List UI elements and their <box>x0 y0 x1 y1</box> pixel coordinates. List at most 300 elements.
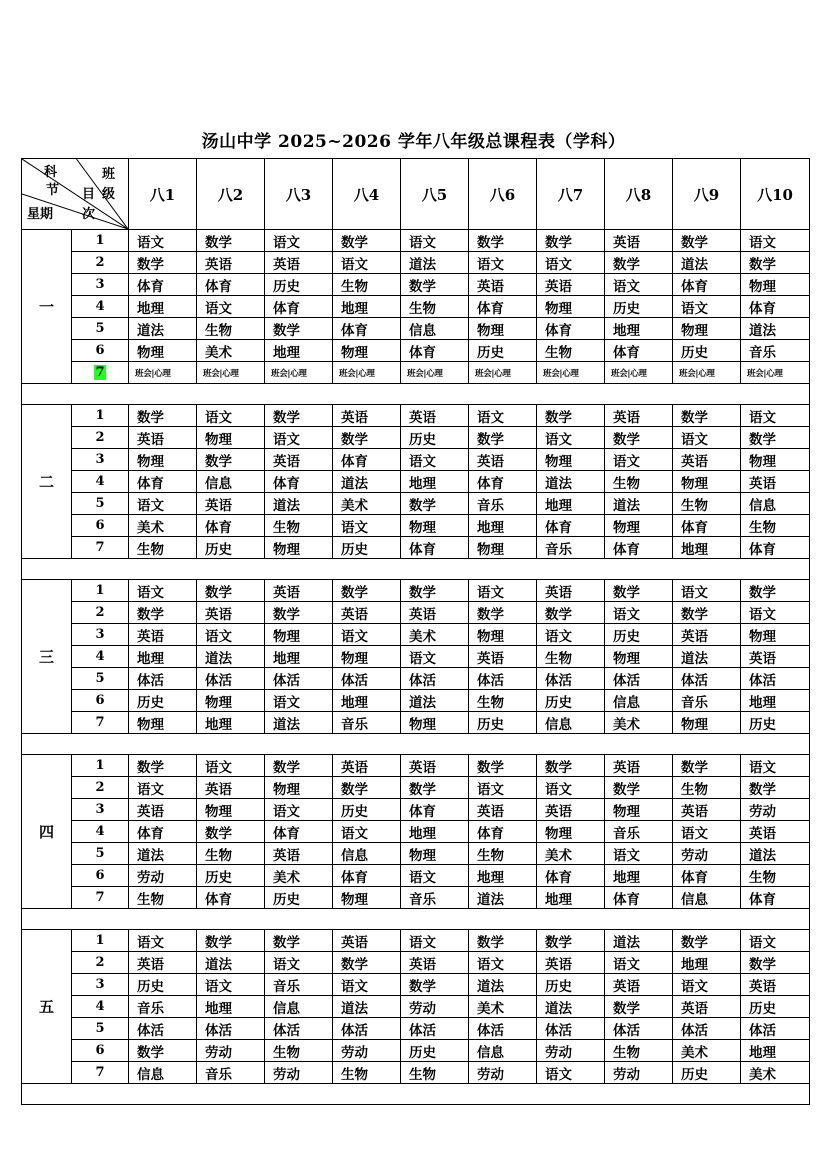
subject-cell: 体育 <box>129 274 197 296</box>
subject-cell: 语文 <box>265 952 333 974</box>
period-number: 1 <box>95 583 105 598</box>
subject-cell: 语文 <box>197 974 265 996</box>
subject-cell: 数学 <box>401 493 469 515</box>
period-row <box>22 602 810 624</box>
period-number: 2 <box>95 780 105 795</box>
weekday-cell: 四 <box>22 755 72 909</box>
period-row <box>22 646 810 668</box>
period-number: 2 <box>95 955 105 970</box>
subject-cell: 物理 <box>741 274 810 296</box>
period-number: 7 <box>95 1065 105 1080</box>
subject-cell: 语文 <box>673 974 741 996</box>
subject-cell: 班会|心理 <box>673 362 741 384</box>
subject-cell: 数学 <box>129 1040 197 1062</box>
subject-cell: 语文 <box>197 624 265 646</box>
subject-cell: 体育 <box>537 865 605 887</box>
subject-cell: 物理 <box>265 777 333 799</box>
period-number: 4 <box>95 474 105 489</box>
subject-cell: 物理 <box>197 799 265 821</box>
subject-cell: 体育 <box>673 515 741 537</box>
subject-cell: 英语 <box>197 493 265 515</box>
subject-cell: 物理 <box>673 471 741 493</box>
subject-cell: 物理 <box>605 515 673 537</box>
period-row <box>22 712 810 734</box>
subject-cell: 语文 <box>741 405 810 427</box>
subject-cell: 数学 <box>265 318 333 340</box>
subject-cell: 体活 <box>197 668 265 690</box>
corner-label-level: 级 <box>102 187 116 202</box>
subject-cell: 英语 <box>197 777 265 799</box>
corner-label-item: 目 <box>82 187 96 202</box>
subject-cell: 历史 <box>469 712 537 734</box>
subject-cell: 英语 <box>537 799 605 821</box>
subject-cell: 物理 <box>673 318 741 340</box>
subject-cell: 体育 <box>537 515 605 537</box>
period-number: 5 <box>95 846 105 861</box>
period-row <box>22 755 810 777</box>
subject-cell: 体活 <box>741 1018 810 1040</box>
class-header: 八3 <box>265 159 333 230</box>
corner-header-cell <box>22 159 129 230</box>
subject-cell: 语文 <box>605 274 673 296</box>
subject-cell: 道法 <box>401 690 469 712</box>
subject-cell: 历史 <box>741 712 810 734</box>
subject-cell: 数学 <box>401 274 469 296</box>
subject-cell: 生物 <box>673 777 741 799</box>
period-number: 4 <box>95 824 105 839</box>
subject-cell: 语文 <box>265 230 333 252</box>
subject-cell: 物理 <box>401 515 469 537</box>
subject-cell: 音乐 <box>333 712 401 734</box>
subject-cell: 数学 <box>469 602 537 624</box>
subject-cell: 地理 <box>265 340 333 362</box>
subject-cell: 数学 <box>537 230 605 252</box>
subject-cell: 班会|心理 <box>265 362 333 384</box>
period-row <box>22 1018 810 1040</box>
subject-cell: 劳动 <box>333 1040 401 1062</box>
page-title: 汤山中学 2025~2026 学年八年级总课程表（学科） <box>201 132 626 152</box>
subject-cell: 数学 <box>741 580 810 602</box>
period-number-cell <box>72 515 129 537</box>
period-number: 3 <box>95 802 105 817</box>
period-number: 7 <box>95 540 105 555</box>
subject-cell: 英语 <box>605 974 673 996</box>
subject-cell: 生物 <box>129 887 197 909</box>
subject-cell: 语文 <box>333 821 401 843</box>
subject-cell: 语文 <box>401 230 469 252</box>
subject-cell: 体活 <box>469 1018 537 1040</box>
subject-cell: 美术 <box>333 493 401 515</box>
subject-cell: 数学 <box>197 821 265 843</box>
subject-cell: 信息 <box>333 843 401 865</box>
subject-cell: 劳动 <box>197 1040 265 1062</box>
subject-cell: 数学 <box>469 230 537 252</box>
subject-cell: 体活 <box>265 1018 333 1040</box>
subject-cell: 数学 <box>197 230 265 252</box>
subject-cell: 物理 <box>129 340 197 362</box>
period-row <box>22 318 810 340</box>
subject-cell: 地理 <box>129 646 197 668</box>
period-row <box>22 449 810 471</box>
subject-cell: 体育 <box>741 296 810 318</box>
subject-cell: 历史 <box>333 799 401 821</box>
period-number-cell <box>72 668 129 690</box>
subject-cell: 语文 <box>469 252 537 274</box>
subject-cell: 英语 <box>469 274 537 296</box>
period-row <box>22 493 810 515</box>
subject-cell: 数学 <box>401 580 469 602</box>
subject-cell: 英语 <box>333 930 401 952</box>
class-header: 八8 <box>605 159 673 230</box>
period-row <box>22 1062 810 1084</box>
subject-cell: 体育 <box>673 865 741 887</box>
weekday-cell: 一 <box>22 230 72 384</box>
subject-cell: 地理 <box>469 515 537 537</box>
subject-cell: 语文 <box>673 580 741 602</box>
period-number: 6 <box>95 1043 105 1058</box>
class-header: 八9 <box>673 159 741 230</box>
period-row <box>22 930 810 952</box>
weekday-cell: 五 <box>22 930 72 1084</box>
subject-cell: 美术 <box>673 1040 741 1062</box>
subject-cell: 历史 <box>129 690 197 712</box>
subject-cell: 英语 <box>469 449 537 471</box>
subject-cell: 英语 <box>673 449 741 471</box>
subject-cell: 数学 <box>265 755 333 777</box>
subject-cell: 美术 <box>401 624 469 646</box>
period-number-cell <box>72 755 129 777</box>
subject-cell: 体育 <box>197 887 265 909</box>
subject-cell: 英语 <box>333 405 401 427</box>
subject-cell: 道法 <box>197 952 265 974</box>
timetable-body <box>22 230 810 1105</box>
subject-cell: 劳动 <box>537 1040 605 1062</box>
period-row <box>22 405 810 427</box>
period-number: 7 <box>95 715 105 730</box>
period-row <box>22 471 810 493</box>
period-number: 2 <box>95 255 105 270</box>
period-number-cell <box>72 1040 129 1062</box>
period-row <box>22 690 810 712</box>
period-number-cell <box>72 974 129 996</box>
subject-cell: 劳动 <box>605 1062 673 1084</box>
subject-cell: 数学 <box>197 930 265 952</box>
subject-cell: 语文 <box>673 821 741 843</box>
subject-cell: 劳动 <box>469 1062 537 1084</box>
period-number-cell <box>72 274 129 296</box>
subject-cell: 音乐 <box>197 1062 265 1084</box>
subject-cell: 体育 <box>197 274 265 296</box>
subject-cell: 生物 <box>197 318 265 340</box>
period-number-cell <box>72 952 129 974</box>
period-number-cell <box>72 362 129 384</box>
period-row <box>22 777 810 799</box>
subject-cell: 数学 <box>673 405 741 427</box>
period-number-cell <box>72 318 129 340</box>
subject-cell: 物理 <box>537 449 605 471</box>
subject-cell: 地理 <box>537 493 605 515</box>
period-number-cell <box>72 843 129 865</box>
class-header: 八6 <box>469 159 537 230</box>
period-number: 5 <box>95 1021 105 1036</box>
subject-cell: 语文 <box>605 952 673 974</box>
subject-cell: 体活 <box>469 668 537 690</box>
subject-cell: 体育 <box>401 537 469 559</box>
period-row <box>22 296 810 318</box>
subject-cell: 信息 <box>673 887 741 909</box>
subject-cell: 班会|心理 <box>605 362 673 384</box>
subject-cell: 体育 <box>333 449 401 471</box>
period-number-cell <box>72 449 129 471</box>
corner-label-order: 次 <box>82 207 96 222</box>
subject-cell: 物理 <box>129 712 197 734</box>
subject-cell: 地理 <box>741 1040 810 1062</box>
subject-cell: 物理 <box>537 296 605 318</box>
day-separator-cell <box>22 909 810 930</box>
subject-cell: 体活 <box>265 668 333 690</box>
subject-cell: 数学 <box>605 777 673 799</box>
subject-cell: 生物 <box>129 537 197 559</box>
subject-cell: 语文 <box>605 449 673 471</box>
subject-cell: 体育 <box>469 471 537 493</box>
subject-cell: 英语 <box>265 252 333 274</box>
subject-cell: 班会|心理 <box>537 362 605 384</box>
subject-cell: 英语 <box>469 799 537 821</box>
period-number-cell <box>72 996 129 1018</box>
subject-cell: 地理 <box>401 471 469 493</box>
subject-cell: 英语 <box>537 952 605 974</box>
corner-label-period: 节 <box>46 183 60 198</box>
period-number-cell <box>72 252 129 274</box>
subject-cell: 英语 <box>333 755 401 777</box>
subject-cell: 体育 <box>605 537 673 559</box>
class-header: 八2 <box>197 159 265 230</box>
subject-cell: 数学 <box>605 996 673 1018</box>
subject-cell: 物理 <box>741 624 810 646</box>
subject-cell: 物理 <box>469 318 537 340</box>
subject-cell: 数学 <box>605 580 673 602</box>
subject-cell: 英语 <box>673 996 741 1018</box>
subject-cell: 物理 <box>469 537 537 559</box>
subject-cell: 数学 <box>265 602 333 624</box>
subject-cell: 道法 <box>129 318 197 340</box>
subject-cell: 数学 <box>673 755 741 777</box>
subject-cell: 语文 <box>333 974 401 996</box>
weekday-cell: 三 <box>22 580 72 734</box>
period-number-cell <box>72 1062 129 1084</box>
day-separator-row <box>22 559 810 580</box>
class-header: 八10 <box>741 159 810 230</box>
subject-cell: 语文 <box>469 405 537 427</box>
subject-cell: 历史 <box>401 427 469 449</box>
subject-cell: 道法 <box>537 471 605 493</box>
period-number-cell <box>72 821 129 843</box>
subject-cell: 语文 <box>265 690 333 712</box>
period-number: 3 <box>95 452 105 467</box>
period-number: 1 <box>95 933 105 948</box>
subject-cell: 语文 <box>401 449 469 471</box>
period-number: 6 <box>95 868 105 883</box>
subject-cell: 班会|心理 <box>129 362 197 384</box>
subject-cell: 数学 <box>673 930 741 952</box>
subject-cell: 物理 <box>129 449 197 471</box>
period-row <box>22 580 810 602</box>
period-row <box>22 821 810 843</box>
subject-cell: 英语 <box>401 952 469 974</box>
subject-cell: 体活 <box>401 1018 469 1040</box>
period-number-cell <box>72 230 129 252</box>
subject-cell: 数学 <box>333 230 401 252</box>
subject-cell: 语文 <box>333 515 401 537</box>
period-number-cell <box>72 690 129 712</box>
period-row <box>22 340 810 362</box>
subject-cell: 生物 <box>537 646 605 668</box>
subject-cell: 物理 <box>605 799 673 821</box>
subject-cell: 语文 <box>469 952 537 974</box>
subject-cell: 道法 <box>333 471 401 493</box>
subject-cell: 劳动 <box>401 996 469 1018</box>
subject-cell: 班会|心理 <box>401 362 469 384</box>
subject-cell: 体活 <box>537 668 605 690</box>
period-number: 1 <box>95 408 105 423</box>
subject-cell: 体活 <box>129 668 197 690</box>
day-separator-row <box>22 734 810 755</box>
subject-cell: 体活 <box>537 1018 605 1040</box>
subject-cell: 生物 <box>605 471 673 493</box>
period-number: 3 <box>95 627 105 642</box>
subject-cell: 语文 <box>741 930 810 952</box>
subject-cell: 劳动 <box>129 865 197 887</box>
subject-cell: 道法 <box>605 493 673 515</box>
subject-cell: 地理 <box>197 996 265 1018</box>
subject-cell: 信息 <box>401 318 469 340</box>
subject-cell: 音乐 <box>605 821 673 843</box>
period-row <box>22 427 810 449</box>
subject-cell: 数学 <box>537 930 605 952</box>
period-row <box>22 515 810 537</box>
subject-cell: 语文 <box>265 799 333 821</box>
subject-cell: 体育 <box>265 821 333 843</box>
subject-cell: 体育 <box>333 865 401 887</box>
subject-cell: 数学 <box>401 777 469 799</box>
period-row <box>22 624 810 646</box>
day-separator-row <box>22 384 810 405</box>
subject-cell: 英语 <box>605 405 673 427</box>
subject-cell: 地理 <box>333 690 401 712</box>
subject-cell: 体活 <box>401 668 469 690</box>
subject-cell: 英语 <box>333 602 401 624</box>
subject-cell: 英语 <box>741 646 810 668</box>
subject-cell: 信息 <box>537 712 605 734</box>
subject-cell: 美术 <box>265 865 333 887</box>
subject-cell: 语文 <box>197 405 265 427</box>
subject-cell: 体育 <box>469 296 537 318</box>
subject-cell: 历史 <box>605 624 673 646</box>
subject-cell: 体活 <box>673 1018 741 1040</box>
subject-cell: 美术 <box>537 843 605 865</box>
subject-cell: 数学 <box>741 427 810 449</box>
subject-cell: 英语 <box>401 405 469 427</box>
subject-cell: 物理 <box>333 887 401 909</box>
subject-cell: 生物 <box>401 1062 469 1084</box>
period-number: 6 <box>95 693 105 708</box>
subject-cell: 数学 <box>197 449 265 471</box>
subject-cell: 地理 <box>333 296 401 318</box>
subject-cell: 美术 <box>469 996 537 1018</box>
class-header: 八4 <box>333 159 401 230</box>
subject-cell: 历史 <box>537 690 605 712</box>
subject-cell: 历史 <box>129 974 197 996</box>
header-row <box>22 159 810 230</box>
subject-cell: 英语 <box>401 602 469 624</box>
subject-cell: 语文 <box>333 252 401 274</box>
period-number-cell <box>72 712 129 734</box>
subject-cell: 信息 <box>129 1062 197 1084</box>
subject-cell: 物理 <box>401 712 469 734</box>
subject-cell: 历史 <box>401 1040 469 1062</box>
period-number-cell <box>72 930 129 952</box>
subject-cell: 地理 <box>197 712 265 734</box>
subject-cell: 道法 <box>129 843 197 865</box>
subject-cell: 物理 <box>265 624 333 646</box>
subject-cell: 数学 <box>741 952 810 974</box>
subject-cell: 英语 <box>197 602 265 624</box>
subject-cell: 历史 <box>469 340 537 362</box>
subject-cell: 班会|心理 <box>197 362 265 384</box>
subject-cell: 语文 <box>673 296 741 318</box>
subject-cell: 生物 <box>265 1040 333 1062</box>
class-header: 八7 <box>537 159 605 230</box>
subject-cell: 地理 <box>469 865 537 887</box>
subject-cell: 信息 <box>741 493 810 515</box>
subject-cell: 语文 <box>537 1062 605 1084</box>
subject-cell: 数学 <box>741 252 810 274</box>
subject-cell: 语文 <box>605 843 673 865</box>
subject-cell: 数学 <box>469 755 537 777</box>
subject-cell: 历史 <box>673 340 741 362</box>
subject-cell: 语文 <box>605 602 673 624</box>
day-separator-cell <box>22 734 810 755</box>
period-number-cell <box>72 799 129 821</box>
subject-cell: 音乐 <box>129 996 197 1018</box>
subject-cell: 英语 <box>265 449 333 471</box>
subject-cell: 生物 <box>673 493 741 515</box>
period-number: 6 <box>95 343 105 358</box>
day-separator-cell <box>22 559 810 580</box>
subject-cell: 语文 <box>197 296 265 318</box>
subject-cell: 生物 <box>537 340 605 362</box>
subject-cell: 语文 <box>741 602 810 624</box>
subject-cell: 生物 <box>469 690 537 712</box>
period-row <box>22 252 810 274</box>
subject-cell: 物理 <box>537 821 605 843</box>
subject-cell: 语文 <box>401 865 469 887</box>
subject-cell: 语文 <box>197 755 265 777</box>
subject-cell: 体育 <box>197 515 265 537</box>
subject-cell: 音乐 <box>741 340 810 362</box>
subject-cell: 体育 <box>265 471 333 493</box>
subject-cell: 英语 <box>265 580 333 602</box>
subject-cell: 语文 <box>537 624 605 646</box>
subject-cell: 历史 <box>197 865 265 887</box>
subject-cell: 体育 <box>129 821 197 843</box>
subject-cell: 地理 <box>605 318 673 340</box>
period-number: 7 <box>95 365 105 380</box>
subject-cell: 物理 <box>673 712 741 734</box>
subject-cell: 数学 <box>333 580 401 602</box>
subject-cell: 语文 <box>401 930 469 952</box>
subject-cell: 历史 <box>537 974 605 996</box>
